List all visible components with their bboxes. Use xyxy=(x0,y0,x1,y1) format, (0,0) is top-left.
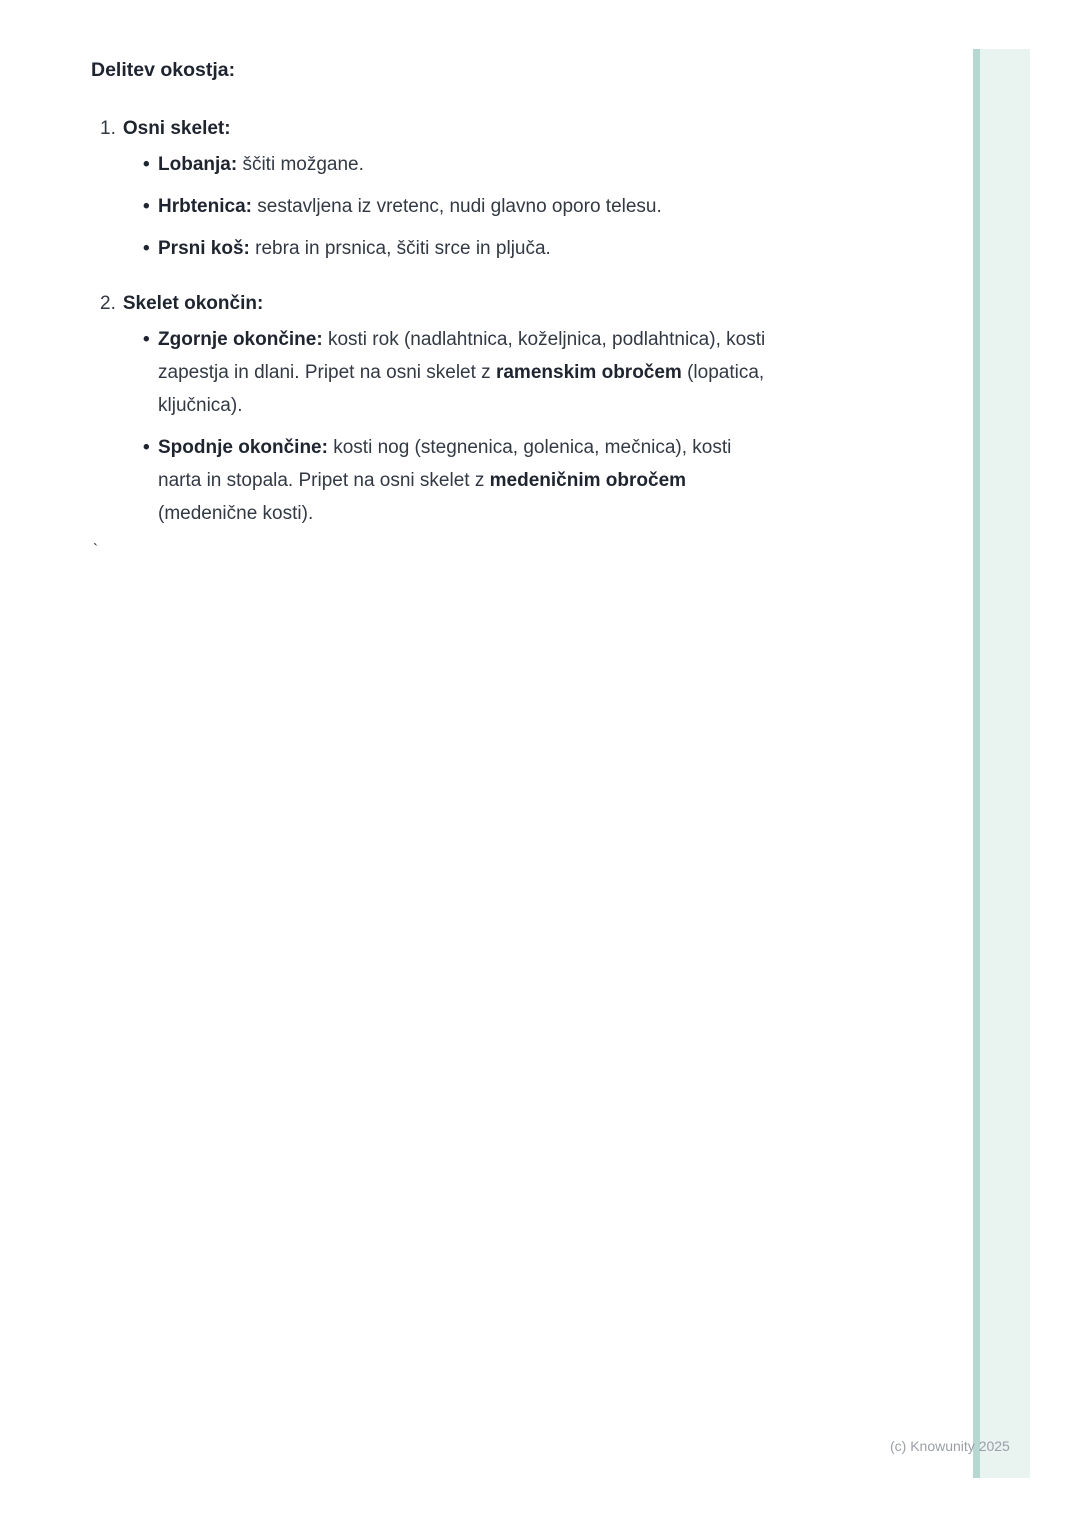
bullet-line xyxy=(158,323,858,356)
bold-text-segment: ramenskim obročem xyxy=(495,362,682,383)
bullet-dot: • xyxy=(143,196,150,217)
text-segment: narta in stopala. Pripet na osni skelet z xyxy=(158,470,490,491)
list-item-number: 2. xyxy=(100,293,116,314)
text-segment: sestavljena iz vretenc, nudi glavno oporo telesu. xyxy=(251,196,662,217)
bullet-item xyxy=(91,148,858,181)
bold-text-segment: Prsni koš: xyxy=(158,238,250,259)
list-item-heading xyxy=(91,289,861,319)
text-segment: kosti nog (stegnenica, golenica, mečnica), kosti xyxy=(327,437,732,458)
bullet-line xyxy=(158,497,858,530)
list-item xyxy=(91,114,861,265)
list-item-heading xyxy=(91,114,861,144)
bullet-dot: • xyxy=(143,154,150,175)
bullet-dot: • xyxy=(143,329,150,350)
bullet-line xyxy=(158,190,858,223)
bullet-line xyxy=(158,431,858,464)
bold-text-segment: Hrbtenica: xyxy=(158,196,252,217)
text-segment: rebra in prsnica, ščiti srce in pljuča. xyxy=(249,238,551,259)
outline-list xyxy=(91,114,861,530)
bullet-item xyxy=(91,232,858,265)
list-item xyxy=(91,289,861,530)
bullet-item xyxy=(91,431,858,530)
text-segment: kosti rok (nadlahtnica, koželjnica, podlahtnica), kosti xyxy=(322,329,766,350)
bullet-list xyxy=(91,323,861,530)
copyright-footer: (c) Knowunity 2025 xyxy=(890,1438,1010,1454)
list-item-title: Osni skelet: xyxy=(122,118,231,139)
bullet-dot: • xyxy=(143,238,150,259)
document-content xyxy=(91,56,861,557)
list-item-title: Skelet okončin: xyxy=(122,293,264,314)
accent-stripe xyxy=(973,49,1030,1478)
text-segment: ključnica). xyxy=(158,395,243,416)
bullet-dot: • xyxy=(143,437,150,458)
bold-text-segment: Zgornje okončine: xyxy=(158,329,323,350)
list-item-number: 1. xyxy=(100,118,116,139)
bullet-line xyxy=(158,148,858,181)
bullet-item xyxy=(91,323,858,422)
bold-text-segment: Spodnje okončine: xyxy=(158,437,328,458)
text-segment: ščiti možgane. xyxy=(237,154,364,175)
bold-text-segment: Lobanja: xyxy=(158,154,238,175)
text-segment: (lopatica, xyxy=(681,362,765,383)
bullet-line xyxy=(158,356,858,389)
bullet-line xyxy=(158,389,858,422)
page-title: Delitev okostja: xyxy=(91,59,236,81)
text-segment: (medenične kosti). xyxy=(158,503,314,524)
text-segment: zapestja in dlani. Pripet na osni skelet z xyxy=(158,362,496,383)
bullet-item xyxy=(91,190,858,223)
bullet-line xyxy=(158,464,858,497)
bullet-line xyxy=(158,232,858,265)
stray-backtick: ` xyxy=(93,541,98,558)
bullet-list xyxy=(91,148,861,265)
bold-text-segment: medeničnim obročem xyxy=(489,470,687,491)
